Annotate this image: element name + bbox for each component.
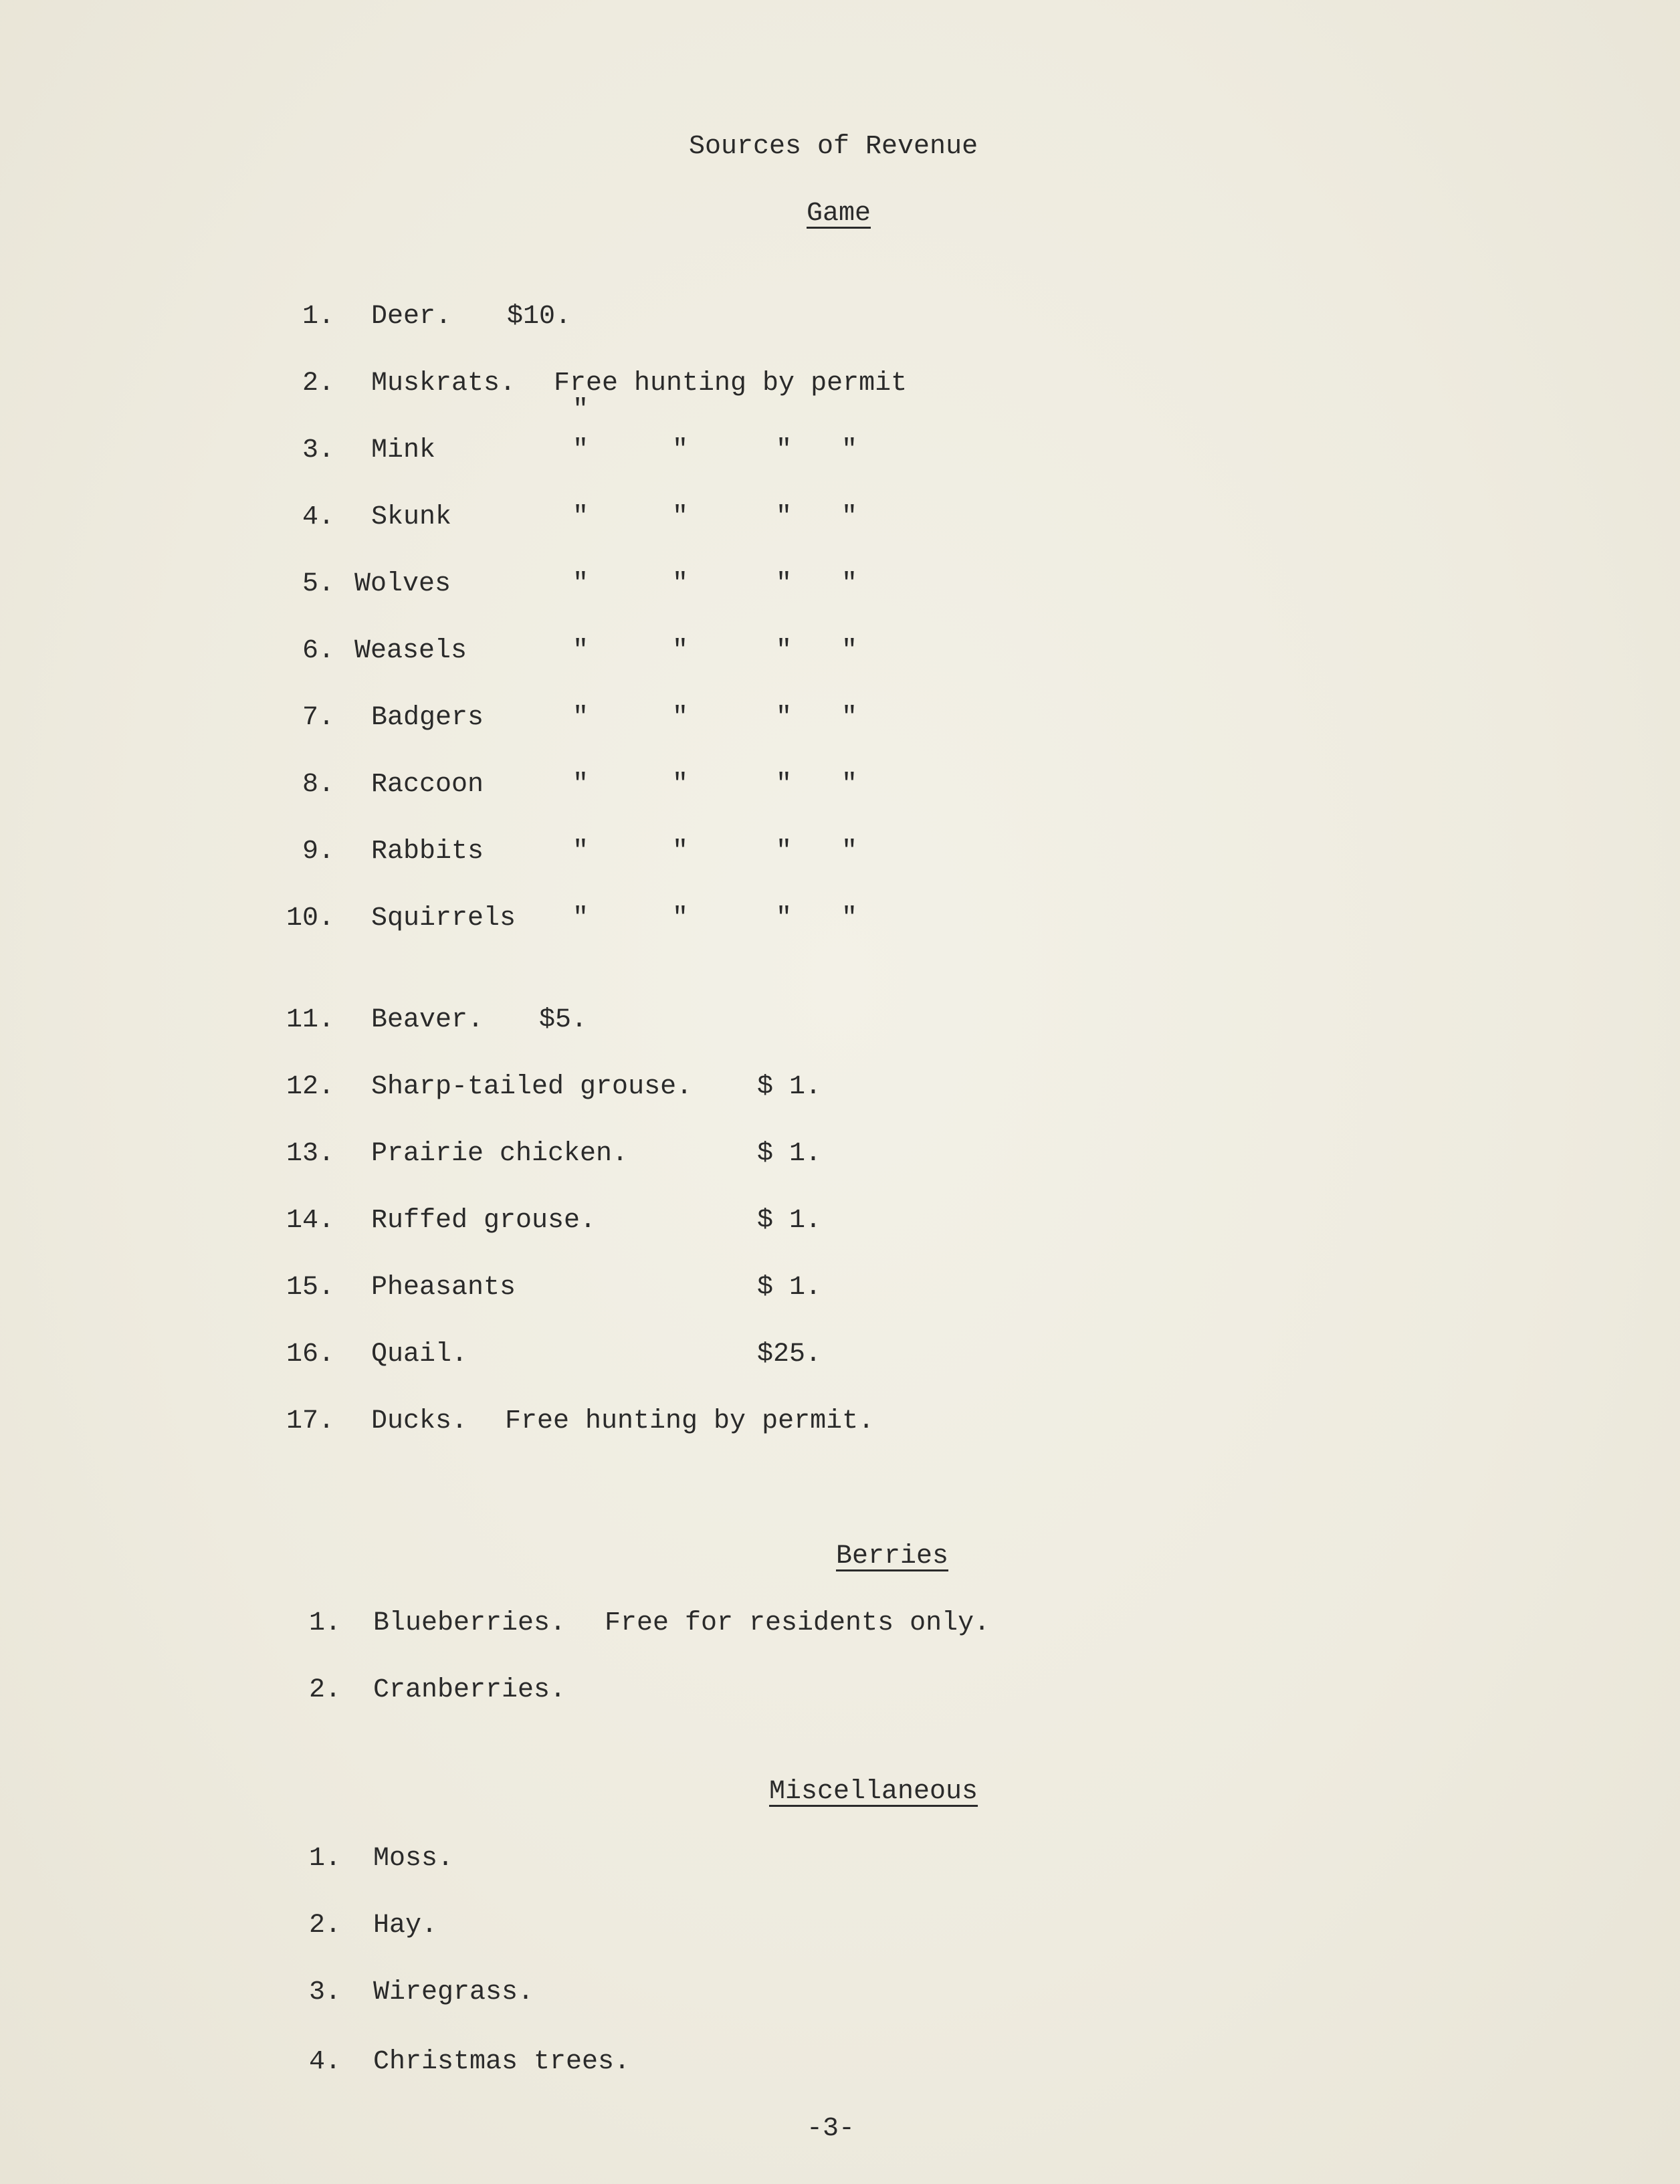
game-item-number: 5. xyxy=(302,569,334,599)
game-item-number: 1. xyxy=(302,302,334,332)
page-number: -3- xyxy=(807,2114,855,2144)
game-item-name: Beaver. xyxy=(371,1005,484,1035)
ditto-mark: " xyxy=(572,770,589,800)
ditto-mark: " xyxy=(841,703,858,733)
game-item-number: 3. xyxy=(302,435,334,465)
game-item-name: Pheasants xyxy=(371,1273,516,1303)
berries-item-name: Cranberries. xyxy=(373,1675,566,1705)
ditto-mark: " xyxy=(572,395,589,425)
game-item-name: Quail. xyxy=(371,1339,468,1370)
ditto-mark: " xyxy=(572,837,589,867)
game-item-name: Ruffed grouse. xyxy=(371,1206,597,1236)
game-item-number: 2. xyxy=(302,368,334,399)
game-item-number: 15. xyxy=(286,1273,334,1303)
misc-item-number: 3. xyxy=(308,1977,341,2007)
game-item-value: Free hunting by permit. xyxy=(505,1406,875,1436)
game-item-number: 9. xyxy=(302,837,334,867)
game-item-number: 16. xyxy=(286,1339,334,1370)
berries-item-number: 2. xyxy=(308,1675,341,1705)
game-item-name: Raccoon xyxy=(371,770,484,800)
game-item-name: Squirrels xyxy=(371,903,516,934)
misc-item-number: 4. xyxy=(308,2047,341,2077)
game-item-number: 10. xyxy=(286,903,334,934)
game-item-number: 4. xyxy=(302,502,334,532)
ditto-mark: " xyxy=(572,636,589,666)
berries-item-name: Blueberries. xyxy=(373,1608,566,1638)
ditto-mark: " xyxy=(776,770,793,800)
ditto-mark: " xyxy=(572,502,589,532)
ditto-mark: " xyxy=(776,903,793,934)
ditto-mark: " xyxy=(672,502,689,532)
berries-item-value: Free for residents only. xyxy=(605,1608,990,1638)
game-item-value: $ 1. xyxy=(757,1139,822,1169)
ditto-mark: " xyxy=(841,435,858,465)
game-item-number: 11. xyxy=(286,1005,334,1035)
game-item-name: Mink xyxy=(371,435,436,465)
game-item-number: 14. xyxy=(286,1206,334,1236)
ditto-mark: " xyxy=(841,837,858,867)
misc-item-name: Wiregrass. xyxy=(373,1977,534,2007)
game-item-number: 13. xyxy=(286,1139,334,1169)
ditto-mark: " xyxy=(672,837,689,867)
misc-item-number: 2. xyxy=(308,1910,341,1941)
misc-item-name: Christmas trees. xyxy=(373,2047,631,2077)
game-item-value: $ 1. xyxy=(757,1273,822,1303)
berries-heading: Berries xyxy=(836,1541,949,1571)
game-item-number: 17. xyxy=(286,1406,334,1436)
game-item-value: $ 1. xyxy=(757,1206,822,1236)
game-heading: Game xyxy=(807,199,871,229)
game-item-number: 8. xyxy=(302,770,334,800)
ditto-mark: " xyxy=(672,703,689,733)
game-item-value: $ 1. xyxy=(757,1072,822,1102)
game-item-value: Free hunting by permit xyxy=(554,368,908,399)
ditto-mark: " xyxy=(572,435,589,465)
ditto-mark: " xyxy=(841,569,858,599)
ditto-mark: " xyxy=(841,770,858,800)
ditto-mark: " xyxy=(776,502,793,532)
game-item-number: 7. xyxy=(302,703,334,733)
ditto-mark: " xyxy=(776,435,793,465)
document-title: Sources of Revenue xyxy=(689,132,978,162)
ditto-mark: " xyxy=(672,636,689,666)
misc-item-number: 1. xyxy=(308,1844,341,1874)
ditto-mark: " xyxy=(572,903,589,934)
game-item-name: Muskrats. xyxy=(371,368,516,399)
ditto-mark: " xyxy=(841,502,858,532)
ditto-mark: " xyxy=(672,569,689,599)
game-item-name: Sharp-tailed grouse. xyxy=(371,1072,693,1102)
ditto-mark: " xyxy=(672,770,689,800)
ditto-mark: " xyxy=(572,569,589,599)
ditto-mark: " xyxy=(776,569,793,599)
game-item-name: Ducks. xyxy=(371,1406,468,1436)
ditto-mark: " xyxy=(776,636,793,666)
game-item-name: Skunk xyxy=(371,502,452,532)
ditto-mark: " xyxy=(672,903,689,934)
ditto-mark: " xyxy=(572,703,589,733)
game-item-value: $10. xyxy=(507,302,572,332)
ditto-mark: " xyxy=(672,435,689,465)
game-item-name: Wolves xyxy=(354,569,451,599)
ditto-mark: " xyxy=(776,837,793,867)
game-item-name: Deer. xyxy=(371,302,452,332)
game-item-value: $5. xyxy=(539,1005,588,1035)
game-item-name: Prairie chicken. xyxy=(371,1139,629,1169)
misc-item-name: Moss. xyxy=(373,1844,454,1874)
ditto-mark: " xyxy=(841,903,858,934)
ditto-mark: " xyxy=(841,636,858,666)
berries-item-number: 1. xyxy=(308,1608,341,1638)
ditto-mark: " xyxy=(776,703,793,733)
misc-item-name: Hay. xyxy=(373,1910,438,1941)
game-item-number: 6. xyxy=(302,636,334,666)
game-item-name: Weasels xyxy=(354,636,467,666)
game-item-number: 12. xyxy=(286,1072,334,1102)
miscellaneous-heading: Miscellaneous xyxy=(769,1777,978,1807)
game-item-name: Badgers xyxy=(371,703,484,733)
game-item-value: $25. xyxy=(757,1339,822,1370)
game-item-name: Rabbits xyxy=(371,837,484,867)
